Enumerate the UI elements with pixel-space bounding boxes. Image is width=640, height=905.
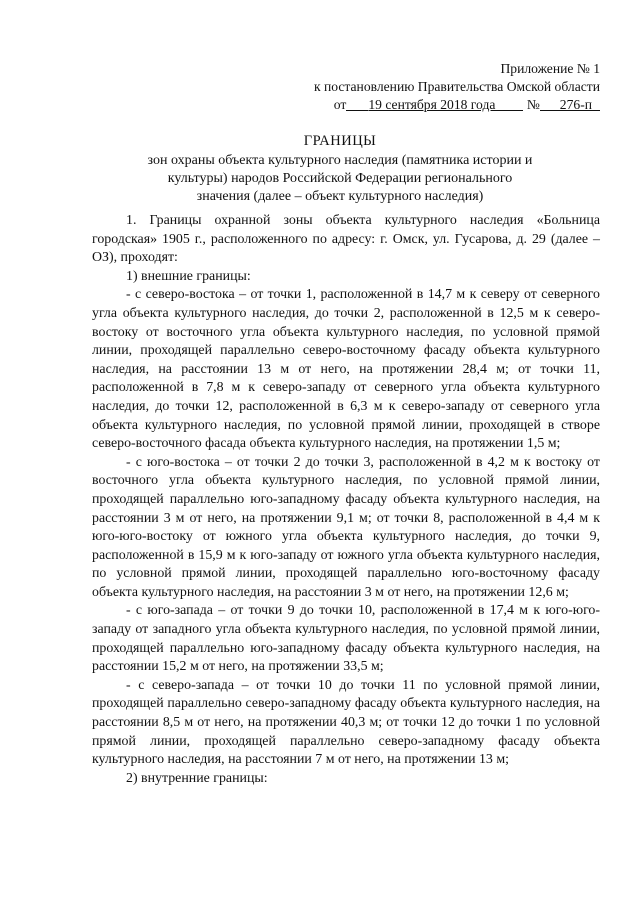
document-body	[92, 212, 600, 788]
title-line-2: культуры) народов Российской Федерации регионального	[167, 171, 513, 186]
resolution-number: 276-п	[559, 97, 592, 112]
paragraph-northwest: - с северо-запада – от точки 10 до точки 11 по условной прямой линии, проходящей параллельно северо-западному фасаду объекта культурного наследия, на расстоянии 8,5 м от него, на протяжении 40,3 м; от точки 12 до точки 1 по условной прямой линии, проходящей параллельно северо-западному фасаду объекта культурного наследия, на расстоянии 7 м от него, на протяжении 13 м;	[92, 677, 600, 768]
paragraph-inner-boundaries: 2) внутренние границы:	[126, 770, 268, 786]
paragraph-southeast: - с юго-востока – от точки 2 до точки 3, расположенной в 4,2 м к востоку от восточного угла объекта культурного наследия, по условной прямой линии, проходящей параллельно юго-западному фасаду объекта культурного наследия, на расстоянии 3 м от него, на протяжении 9,1 м; от точки 8, расположенной в 4,4 м к юго-юго-востоку от южного угла объекта культурного наследия, до точки 9, расположенной в 15,9 м к юго-западу от южного угла объекта культурного наследия, по условной прямой линии, проходящей параллельно юго-восточному фасаду объекта культурного наследия, на расстоянии 3 м от него, на протяжении 12,6 м;	[92, 454, 600, 600]
resolution-reference: к постановлению Правительства Омской области	[313, 79, 600, 94]
paragraph-1: 1. Границы охранной зоны объекта культурного наследия «Больница городская» 1905 г., расположенного по адресу: г. Омск, ул. Гусарова, д. 29 (далее – ОЗ), проходят:	[92, 213, 600, 266]
resolution-date-line	[280, 96, 600, 114]
appendix-header	[280, 60, 600, 114]
paragraph-southwest: - с юго-запада – от точки 9 до точки 10, расположенной в 17,4 м к юго-юго-западу от западного угла объекта культурного наследия, по условной прямой линии, проходящей параллельно юго-западному фасаду объекта культурного наследия, на расстоянии 15,2 м от него, на протяжении 33,5 м;	[92, 603, 600, 675]
paragraph-outer-boundaries: 1) внешние границы:	[126, 268, 251, 284]
title-line-3: значения (далее – объект культурного наследия)	[196, 189, 484, 204]
title-line-1: зон охраны объекта культурного наследия (памятника истории и	[147, 153, 533, 168]
paragraph-northeast: - с северо-востока – от точки 1, расположенной в 14,7 м к северу от северного угла объекта культурного наследия, до точки 2, расположенной в 12,5 м к северо-востоку от восточного угла объекта культурного наследия, по условной прямой линии, проходящей параллельно северо-восточному фасаду объекта культурного наследия, на расстоянии 13 м от него, на протяжении 28,4 м; от точки 11, расположенной в 7,8 м к северо-западу от северного угла объекта культурного наследия, до точки 12, расположенной в 6,3 м к северо-западу от северного угла объекта культурного наследия, по условной прямой линии, проходящей в створе северо-восточного фасада объекта культурного наследия, на протяжении 1,5 м;	[92, 287, 600, 452]
document-title	[80, 132, 600, 206]
resolution-date: 19 сентября 2018 года	[368, 97, 496, 112]
title-heading: ГРАНИЦЫ	[303, 133, 377, 149]
appendix-number: Приложение № 1	[500, 61, 600, 76]
from-label: от	[333, 97, 347, 112]
number-label: №	[526, 97, 540, 112]
